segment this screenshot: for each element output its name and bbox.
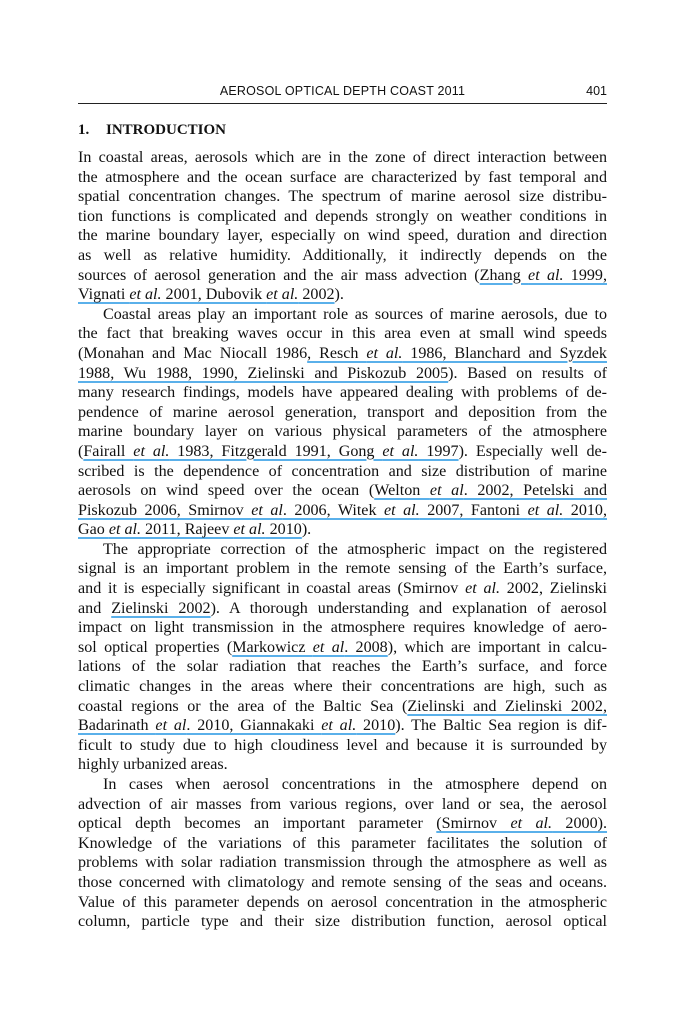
citation-link[interactable]: 2002 <box>298 286 335 304</box>
text-span: ). A thorough understanding and explanation of aerosol <box>210 599 607 617</box>
text-line <box>78 716 607 736</box>
citation-link[interactable]: et al. <box>528 266 564 284</box>
text-span: and <box>78 599 112 617</box>
text-line <box>78 403 607 423</box>
text-line <box>78 912 607 932</box>
citation-link[interactable]: et al. <box>384 501 420 519</box>
text-span: many research findings, models have appeared dealing with problems of de- <box>78 384 607 402</box>
citation-link[interactable]: et al. <box>108 521 142 539</box>
text-span: column, particle type and their size distribution function, aerosol optical <box>78 913 607 931</box>
text-line <box>78 383 607 403</box>
citation-link[interactable]: et al <box>251 501 283 519</box>
text-span: marine boundary layer on various physical parameters of the atmosphere <box>78 423 607 441</box>
text-span: advection of air masses from various regions, over land or sea, the aerosol <box>78 795 607 813</box>
text-line <box>78 853 607 873</box>
text-span: impact on light transmission in the atmosphere requires knowledge of aero- <box>78 619 607 637</box>
text-line <box>78 207 607 227</box>
text-span: ). Based on results of <box>448 364 607 382</box>
text-line <box>78 736 607 756</box>
text-span: signal is an important problem in the remote sensing of the Earth’s surface, <box>78 560 607 578</box>
text-line <box>78 481 607 501</box>
text-span: Coastal areas play an important role as sources of marine aerosols, due to <box>103 305 607 323</box>
text-span: ). The Baltic Sea region is dif- <box>395 717 608 735</box>
text-span: those concerned with climatology and remote sensing of the seas and oceans. <box>78 873 607 891</box>
text-span: climatic changes in the areas where their concentrations are high, such as <box>78 678 607 696</box>
text-span: the atmosphere and the ocean surface are characterized by fast temporal and <box>78 168 607 186</box>
citation-link[interactable]: et al <box>429 482 464 500</box>
citation-link[interactable]: 2010 <box>265 521 302 539</box>
running-title: AEROSOL OPTICAL DEPTH COAST 2011 <box>219 84 466 98</box>
citation-link[interactable]: et al. <box>133 442 170 460</box>
text-span: Knowledge of the variations of this parameter facilitates the solution of <box>78 834 607 852</box>
citation-link[interactable]: Zhang <box>479 266 529 284</box>
text-span: (Monahan and Mac Niocall 1986 <box>78 344 308 362</box>
text-span: In cases when aerosol concentrations in the atmosphere depend on <box>103 776 607 793</box>
text-span: and it is especially significant in coastal areas (Smirnov <box>78 580 466 598</box>
text-span: ). <box>301 521 312 539</box>
citation-link[interactable]: 2001, Dubovik <box>161 286 267 304</box>
text-line <box>78 893 607 913</box>
text-span: pendence of marine aerosol generation, transport and deposition from the <box>78 403 607 421</box>
text-line <box>78 775 607 795</box>
text-span: highly urbanized areas. <box>78 756 228 774</box>
text-line <box>78 364 607 384</box>
text-line <box>78 540 607 560</box>
text-line <box>78 755 607 775</box>
text-span: spatial concentration changes. The spectrum of marine aerosol size distribu- <box>78 188 607 206</box>
text-line <box>78 834 607 854</box>
citation-link[interactable]: . 2002, Petelski and <box>463 482 608 500</box>
citation-link[interactable]: et al <box>155 717 187 735</box>
text-line <box>78 697 607 717</box>
text-line <box>78 677 607 697</box>
section-heading <box>78 122 226 139</box>
citation-link[interactable]: 2010 <box>356 717 396 735</box>
text-line <box>78 618 607 638</box>
header-rule <box>78 103 607 104</box>
citation-link[interactable]: Fairall <box>83 442 134 460</box>
text-line <box>78 226 607 246</box>
text-span: ), which are important in calcu- <box>387 638 607 656</box>
citation-link[interactable]: 1988, Wu 1988, 1990, Zielinski and Piskozub 2005 <box>78 364 449 382</box>
text-span: sources of aerosol generation and the air mass advection ( <box>78 266 480 284</box>
citation-link[interactable]: Zielinski 2002 <box>111 599 211 617</box>
text-span: ). <box>334 286 344 304</box>
text-line <box>78 246 607 266</box>
running-header <box>78 84 607 102</box>
section-title: INTRODUCTION <box>106 122 227 138</box>
text-line <box>78 422 607 442</box>
text-span: aerosols on wind speed over the ocean ( <box>78 482 375 500</box>
text-span: ficult to study due to high cloudiness level and because it is surrounded by <box>78 736 607 754</box>
text-span: ( <box>78 442 84 460</box>
citation-link[interactable]: Markowicz <box>232 638 313 656</box>
citation-link[interactable]: et al. <box>321 717 357 735</box>
text-line <box>78 873 607 893</box>
citation-link[interactable]: Gao <box>78 521 109 539</box>
citation-link[interactable]: , Resch <box>307 344 367 362</box>
text-span: optical depth becomes an important parameter <box>78 815 437 833</box>
text-line <box>78 657 607 677</box>
text-line <box>78 324 607 344</box>
text-span: the fact that breaking waves occur in this area even at small wind speeds <box>78 325 607 343</box>
citation-link[interactable]: Welton <box>374 482 430 500</box>
text-span: scribed is the dependence of concentration and size distribution of marine <box>78 462 607 480</box>
citation-link[interactable]: 2010, <box>563 501 608 519</box>
text-line <box>78 638 607 658</box>
text-line <box>78 559 607 579</box>
citation-link[interactable]: 2000). <box>552 815 608 833</box>
text-span: 2002, Zielinski <box>500 580 607 598</box>
citation-link[interactable]: Piskozub 2006, Smirnov <box>78 501 252 519</box>
citation-link[interactable]: 1986, Blanchard and Syzdek <box>402 344 607 362</box>
citation-link[interactable]: 1997 <box>418 442 459 460</box>
body-text <box>78 148 607 932</box>
citation-link[interactable]: 1999, <box>563 266 607 284</box>
section-number: 1. <box>78 122 90 138</box>
text-span: In coastal areas, aerosols which are in the zone of direct interaction between <box>78 149 607 166</box>
text-span: ). Especially well de- <box>458 442 607 460</box>
text-line <box>78 148 607 168</box>
text-span: coastal regions or the area of the Baltic Sea ( <box>78 697 408 715</box>
text-line <box>78 599 607 619</box>
text-span: et al. <box>465 580 501 598</box>
text-line <box>78 814 607 834</box>
citation-link[interactable]: et al <box>312 638 345 656</box>
text-line <box>78 579 607 599</box>
citation-link[interactable]: 2011, Rajeev <box>141 521 234 539</box>
citation-link[interactable]: . 2010, Giannakaki <box>186 717 322 735</box>
text-span: problems with solar radiation transmission through the atmosphere as well as <box>78 854 607 872</box>
text-span: The appropriate correction of the atmospheric impact on the registered <box>103 540 607 558</box>
text-line <box>78 168 607 188</box>
citation-link[interactable]: et al. <box>527 501 564 519</box>
text-span: the marine boundary layer, especially on wind speed, duration and direction <box>78 227 607 245</box>
citation-link[interactable]: et al. <box>510 815 553 833</box>
citation-link[interactable]: Badarinath <box>78 717 156 735</box>
citation-link[interactable]: et al. <box>366 344 403 362</box>
text-span: lations of the solar radiation that reaches the Earth’s surface, and force <box>78 658 607 676</box>
citation-link[interactable]: 1983, Fitzgerald 1991, Gong <box>169 442 383 460</box>
text-line <box>78 462 607 482</box>
citation-link[interactable]: et al. <box>233 521 266 539</box>
citation-link[interactable]: Vignati <box>78 286 130 304</box>
text-line <box>78 266 607 286</box>
citation-link[interactable]: et al. <box>266 286 299 304</box>
text-line <box>78 187 607 207</box>
text-span: as well as relative humidity. Additionally, it indirectly depends on the <box>78 246 607 264</box>
citation-link[interactable]: Zielinski and Zielinski 2002, <box>407 697 607 715</box>
text-line <box>78 520 607 540</box>
text-line <box>78 442 607 462</box>
page-number: 401 <box>586 84 607 98</box>
citation-link[interactable]: (Smirnov <box>436 815 511 833</box>
text-line <box>78 305 607 325</box>
text-span: Value of this parameter depends on aerosol concentration in the atmospheric <box>78 893 607 911</box>
text-span: tion functions is complicated and depends strongly on weather conditions in <box>78 207 607 225</box>
citation-link[interactable]: et al. <box>129 286 162 304</box>
text-line <box>78 501 607 521</box>
text-line <box>78 795 607 815</box>
citation-link[interactable]: 2007, Fantoni <box>419 501 528 519</box>
citation-link[interactable]: et al. <box>382 442 419 460</box>
text-line <box>78 285 607 305</box>
text-line <box>78 344 607 364</box>
citation-link[interactable]: . 2006, Witek <box>282 501 385 519</box>
citation-link[interactable]: . 2008 <box>344 638 388 656</box>
text-span: sol optical properties ( <box>78 638 233 656</box>
